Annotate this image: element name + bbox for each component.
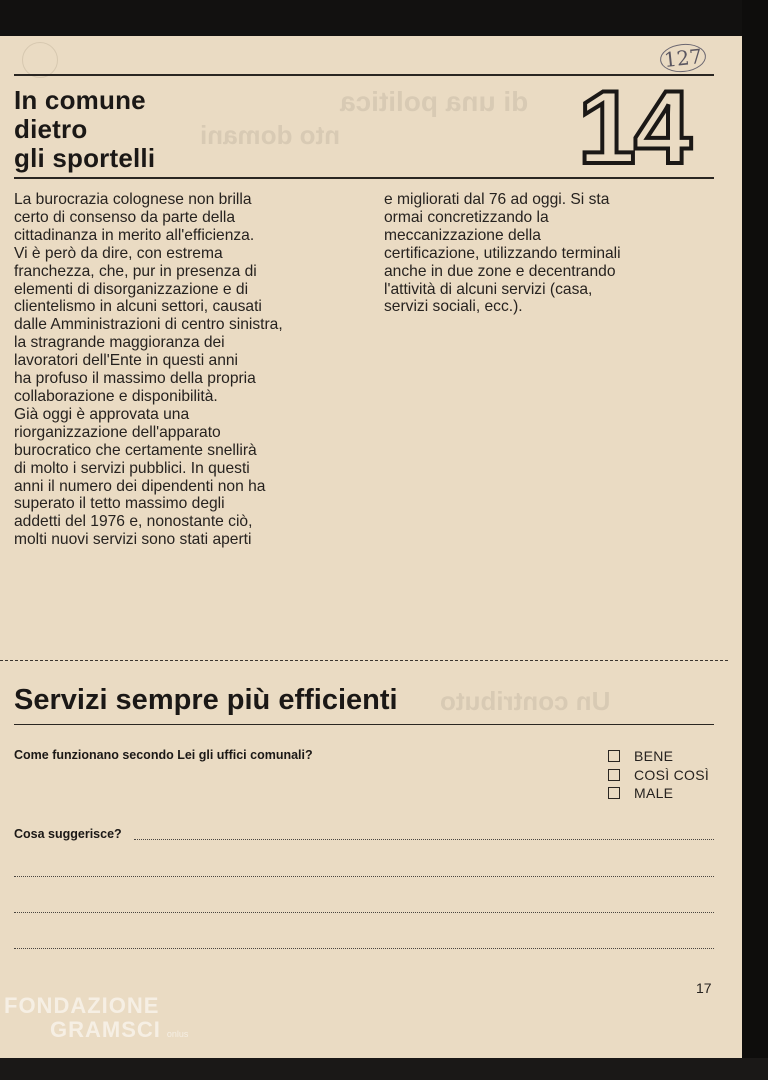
- cut-line: [0, 660, 728, 661]
- answer-line-3[interactable]: [14, 912, 714, 913]
- page-number: 17: [696, 980, 712, 996]
- answer-line-2[interactable]: [14, 876, 714, 877]
- article-column-right: e migliorati dal 76 ad oggi. Si sta ormai concretizzando la meccanizzazione della certificazione, utilizzando terminali anche in due zone e decentrando l'attività di alcuni servizi (casa, servizi sociali, ecc.).: [384, 191, 621, 316]
- suggest-label: Cosa suggerisce?: [14, 827, 122, 841]
- handwritten-page-stamp: 127: [659, 42, 708, 75]
- option-cosi-cosi[interactable]: [608, 766, 709, 785]
- watermark-line2-wrap: [4, 1018, 188, 1046]
- option-label: COSÌ COSÌ: [634, 766, 710, 783]
- section-title-servizi: Servizi sempre più efficienti: [14, 684, 398, 716]
- title-line: In comune: [14, 85, 146, 115]
- title-underline-rule: [14, 177, 714, 179]
- title-line: gli sportelli: [14, 143, 156, 173]
- checkbox-bene[interactable]: [608, 750, 620, 762]
- archive-watermark: [4, 994, 188, 1046]
- checkbox-male[interactable]: [608, 787, 620, 799]
- option-label: BENE: [634, 748, 674, 765]
- checkbox-cosi-cosi[interactable]: [608, 769, 620, 781]
- answer-line-4[interactable]: [14, 948, 714, 949]
- show-through-text: Un contributo: [440, 686, 611, 716]
- title-line: dietro: [14, 114, 88, 144]
- document-page: [0, 36, 742, 1058]
- servizi-underline-rule: [14, 724, 714, 725]
- survey-question: Come funzionano secondo Lei gli uffici comunali?: [14, 748, 313, 762]
- article-column-left: La burocrazia colognese non brilla certo di consenso da parte della cittadinanza in merito all'efficienza. Vi è però da dire, con estrema franchezza, che, pur in presenza di elementi di disorganizzazione e di clientelismo in alcuni settori, causati dalle Amministrazioni di centro sinistra, la stragrande maggioranza dei lavoratori dell'Ente in questi anni ha profuso il massimo della propria collaborazione e disponibilità. Già oggi è approvata una riorganizzazione dell'apparato burocratico che certamente snellirà di molto i servizi pubblici. In questi anni il numero dei dipendenti non ha superato il tetto massimo degli addetti del 1976 e, nonostante ciò, molti nuovi servizi sono stati aperti: [14, 191, 283, 549]
- answer-line-1[interactable]: [134, 839, 714, 840]
- watermark-sub: onlus: [166, 1029, 189, 1039]
- top-dark-strip: [0, 0, 768, 36]
- option-male[interactable]: [608, 784, 709, 803]
- survey-options: [608, 747, 709, 803]
- show-through-text: di una politica: [340, 86, 529, 117]
- section-title-comune: [14, 86, 155, 173]
- bottom-dark-edge: [0, 1058, 768, 1080]
- watermark-line1: FONDAZIONE: [4, 993, 160, 1018]
- show-through-text: nto domani: [200, 120, 341, 150]
- corner-stamp-mark: [22, 42, 58, 78]
- option-bene[interactable]: [608, 747, 709, 766]
- right-dark-edge: [742, 0, 768, 1080]
- watermark-line2: GRAMSCI: [50, 1017, 161, 1042]
- section-number: 14: [578, 70, 690, 186]
- option-label: MALE: [634, 785, 674, 802]
